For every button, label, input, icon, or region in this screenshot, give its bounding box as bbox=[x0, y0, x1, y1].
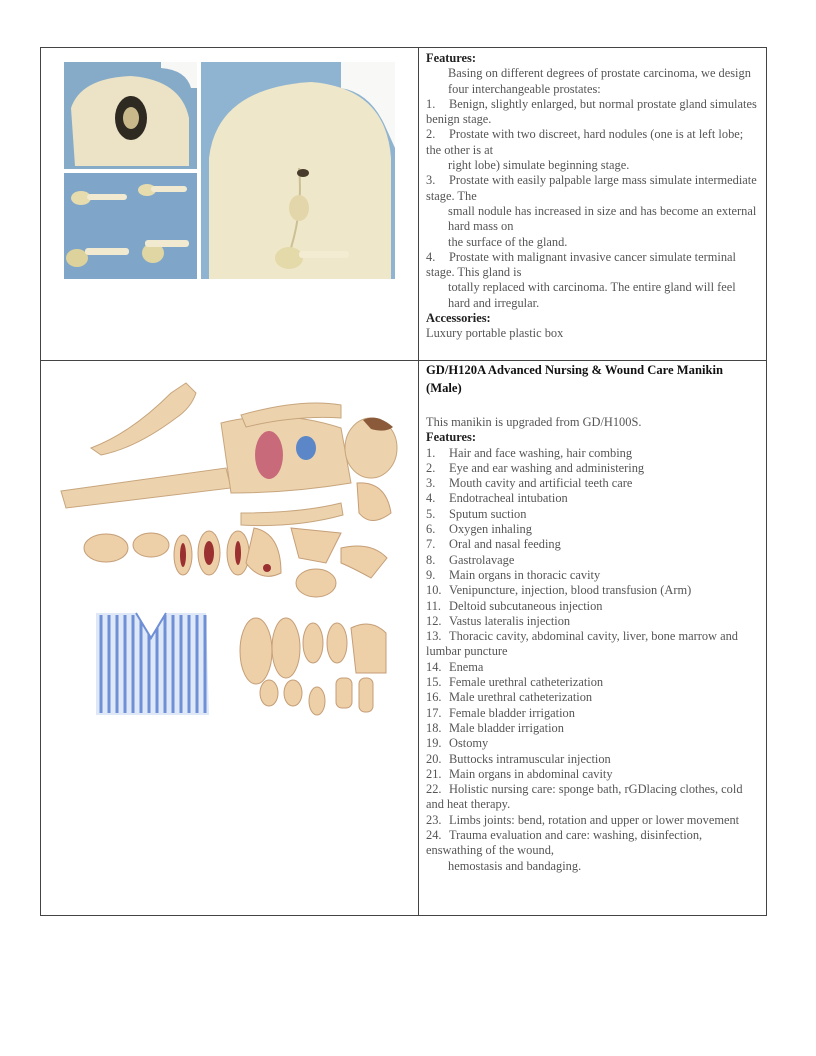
list-item: 10. Venipuncture, injection, blood transfusion (Arm) bbox=[426, 583, 692, 598]
manikin-leg-extended bbox=[61, 468, 231, 508]
prostate-description-cell bbox=[419, 48, 767, 361]
manikin-photo bbox=[41, 363, 418, 723]
product-intro: This manikin is upgraded from GD/H100S. bbox=[426, 415, 642, 429]
manikin-shirt bbox=[96, 613, 209, 715]
list-item: 13. Thoracic cavity, abdominal cavity, liver, bone marrow and lumbar puncture bbox=[426, 629, 738, 659]
product-table bbox=[40, 47, 767, 916]
list-item: 9. Main organs in thoracic cavity bbox=[426, 567, 601, 582]
list-item: 15. Female urethral catheterization bbox=[426, 675, 604, 690]
list-item: 2. Prostate with two discreet, hard nodules (one is at left lobe; the other is at bbox=[426, 127, 744, 157]
list-item: 14. Enema bbox=[426, 659, 484, 674]
accessories-text: Luxury portable plastic box bbox=[426, 326, 564, 341]
list-item: 3. Mouth cavity and artificial teeth care bbox=[426, 476, 633, 491]
list-item: 2. Eye and ear washing and administering bbox=[426, 460, 645, 475]
list-item: 3. Prostate with easily palpable large mass simulate intermediate stage. The bbox=[426, 173, 757, 203]
list-item: 6. Oxygen inhaling bbox=[426, 522, 532, 537]
list-item: 20. Buttocks intramuscular injection bbox=[426, 751, 611, 766]
list-item: 22. Holistic nursing care: sponge bath, rGDlacing clothes, cold and heat therapy. bbox=[426, 782, 743, 812]
list-item-continuation: the surface of the gland. bbox=[448, 234, 568, 249]
manikin-photo-cell bbox=[41, 361, 419, 916]
intro-text: Basing on different degrees of prostate carcinoma, we design four interchangeable prostates: bbox=[448, 66, 751, 96]
manikin-description-cell bbox=[419, 361, 767, 916]
list-item: 11. Deltoid subcutaneous injection bbox=[426, 598, 603, 613]
prostate-photo-collage bbox=[41, 48, 418, 355]
prostate-photo-model-top bbox=[64, 62, 197, 169]
list-item: 1. Benign, slightly enlarged, but normal prostate gland simulates benign stage. bbox=[426, 96, 757, 127]
prostate-photos-cell bbox=[41, 48, 419, 361]
list-item: 24. Trauma evaluation and care: washing, disinfection, enswathing of the wound, bbox=[426, 828, 703, 858]
list-item: 4. Endotracheal intubation bbox=[426, 491, 568, 506]
prostate-photo-model-back bbox=[201, 62, 395, 279]
list-item: 12. Vastus lateralis injection bbox=[426, 613, 571, 628]
manikin-leg-raised bbox=[91, 383, 196, 455]
list-item: 4. Prostate with malignant invasive cancer simulate terminal stage. This gland is bbox=[426, 249, 736, 280]
list-item-continuation: hemostasis and bandaging. bbox=[448, 858, 582, 873]
list-item: 23. Limbs joints: bend, rotation and upper or lower movement bbox=[426, 812, 740, 827]
list-item: 21. Main organs in abdominal cavity bbox=[426, 766, 613, 781]
features-heading: Features: bbox=[426, 430, 477, 445]
manikin-organs bbox=[255, 431, 283, 479]
list-item-continuation: small nodule has increased in size and has become an external hard mass on bbox=[448, 203, 757, 234]
accessories-heading: Accessories: bbox=[426, 311, 491, 326]
product-title: GD/H120A Advanced Nursing & Wound Care Manikin (Male) bbox=[426, 363, 723, 395]
list-item: 19. Ostomy bbox=[426, 736, 489, 751]
list-item: 16. Male urethral catheterization bbox=[426, 690, 593, 705]
prostate-photo-glands-set bbox=[64, 173, 197, 279]
features-heading: Features: bbox=[426, 51, 477, 65]
list-item: 17. Female bladder irrigation bbox=[426, 705, 575, 720]
list-item: 8. Gastrolavage bbox=[426, 552, 515, 567]
list-item-continuation: totally replaced with carcinoma. The entire gland will feel hard and irregular. bbox=[448, 280, 736, 310]
list-item-continuation: right lobe) simulate beginning stage. bbox=[448, 158, 630, 173]
list-item: 18. Male bladder irrigation bbox=[426, 720, 564, 735]
list-item: 5. Sputum suction bbox=[426, 506, 527, 521]
manikin-torso bbox=[221, 417, 351, 493]
list-item: 7. Oral and nasal feeding bbox=[426, 537, 561, 552]
list-item: 1. Hair and face washing, hair combing bbox=[426, 445, 633, 460]
